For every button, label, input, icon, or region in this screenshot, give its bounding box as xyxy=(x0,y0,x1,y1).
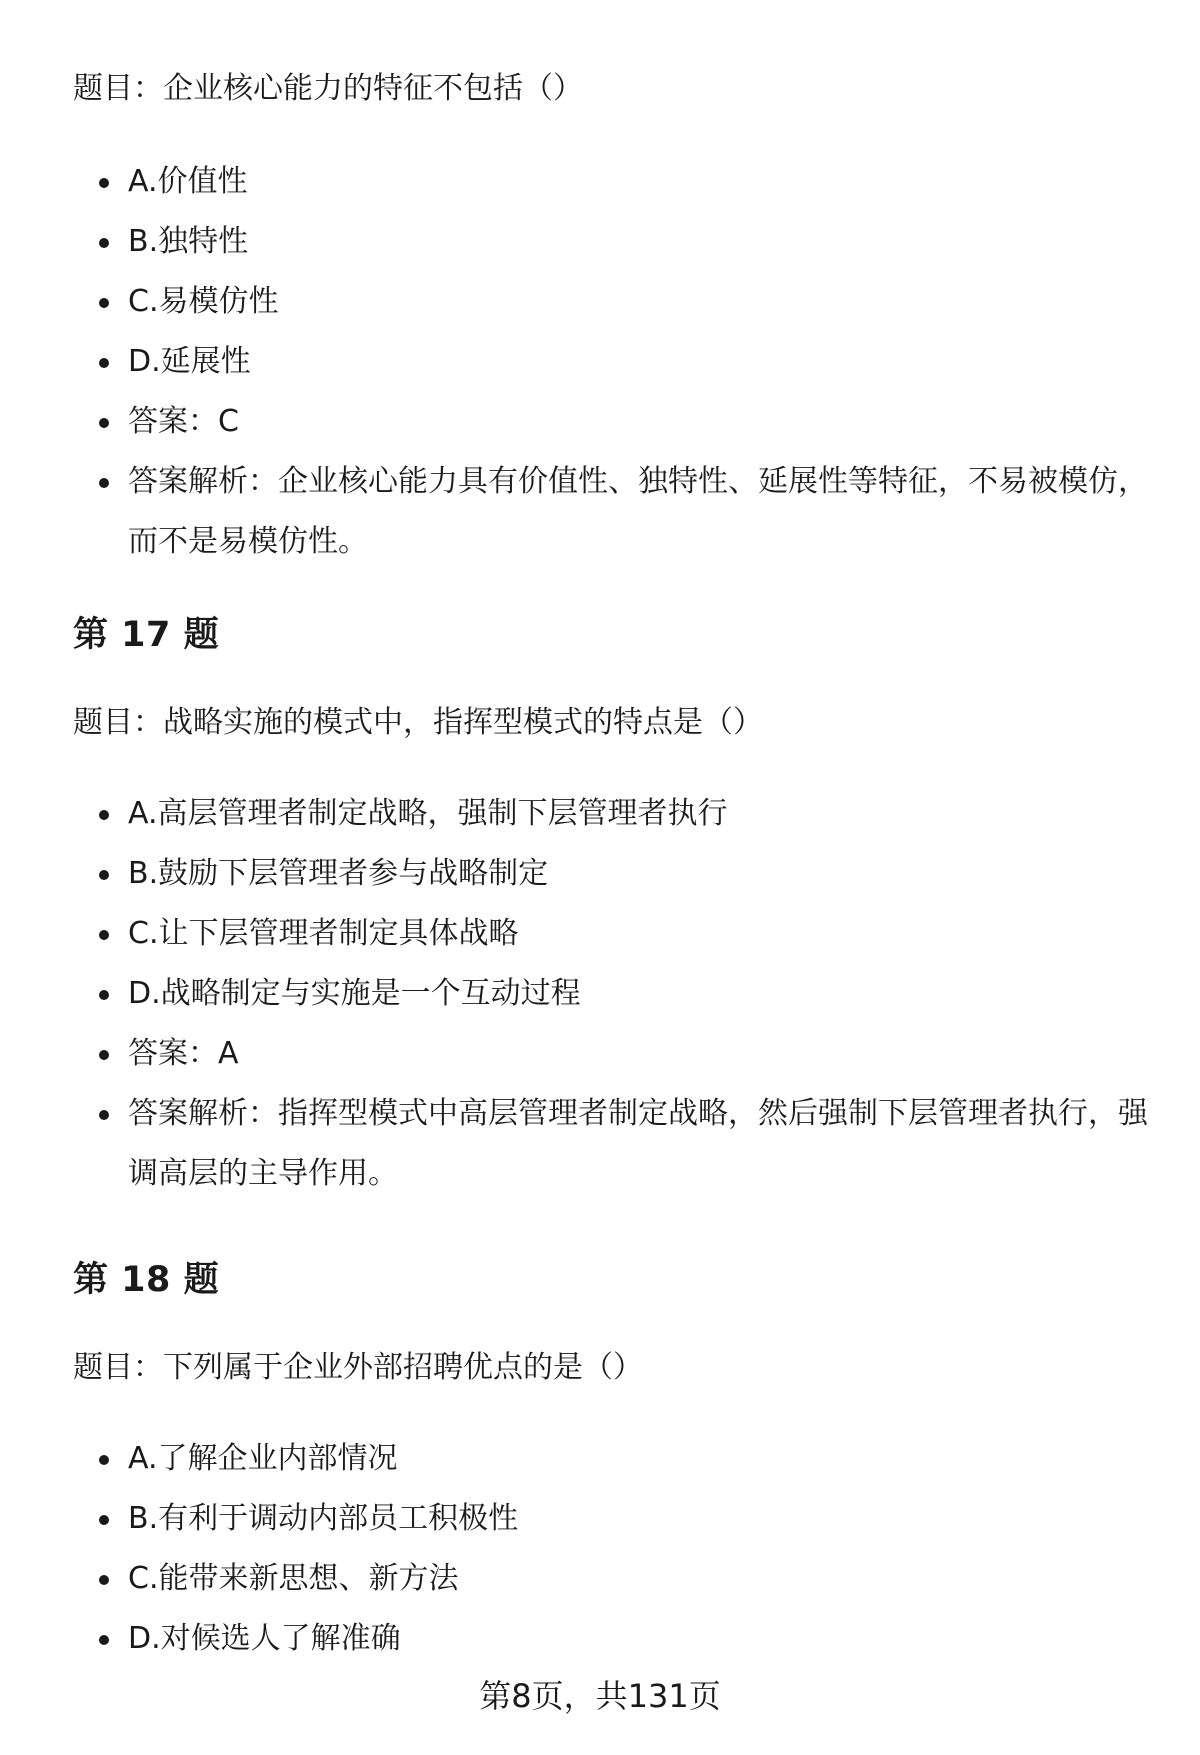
question-17 xyxy=(73,613,1153,1204)
question-prompt: 题目：下列属于企业外部招聘优点的是（） xyxy=(73,1350,643,1385)
answer: 答案：C xyxy=(73,392,1153,452)
question-heading: 第 18 题 xyxy=(73,1260,220,1300)
bullet-icon xyxy=(99,238,109,248)
question-16 xyxy=(73,67,1153,572)
option-list xyxy=(73,1429,1153,1669)
option-d: D.对候选人了解准确 xyxy=(73,1609,1153,1669)
page-footer: 第8页，共131页 xyxy=(479,1677,721,1715)
option-b: B.鼓励下层管理者参与战略制定 xyxy=(73,844,1153,904)
bullet-icon xyxy=(99,178,109,188)
question-heading: 第 17 题 xyxy=(73,615,220,655)
answer-explanation: 答案解析：企业核心能力具有价值性、独特性、延展性等特征，不易被模仿，而不是易模仿性。 xyxy=(73,452,1153,572)
question-18 xyxy=(73,1258,1153,1669)
option-c: C.让下层管理者制定具体战略 xyxy=(73,904,1153,964)
option-a: A.高层管理者制定战略，强制下层管理者执行 xyxy=(73,784,1153,844)
bullet-icon xyxy=(99,930,109,940)
bullet-icon xyxy=(99,298,109,308)
option-b: B.独特性 xyxy=(73,212,1153,272)
answer: 答案：A xyxy=(73,1024,1153,1084)
option-c: C.易模仿性 xyxy=(73,272,1153,332)
bullet-icon xyxy=(99,1455,109,1465)
bullet-icon xyxy=(99,1635,109,1645)
option-a: A.了解企业内部情况 xyxy=(73,1429,1153,1489)
question-prompt: 题目：企业核心能力的特征不包括（） xyxy=(73,71,583,106)
option-c: C.能带来新思想、新方法 xyxy=(73,1549,1153,1609)
bullet-icon xyxy=(99,990,109,1000)
bullet-icon xyxy=(99,418,109,428)
option-list xyxy=(73,152,1153,572)
bullet-icon xyxy=(99,1110,109,1120)
option-d: D.延展性 xyxy=(73,332,1153,392)
option-list xyxy=(73,784,1153,1204)
question-prompt: 题目：战略实施的模式中，指挥型模式的特点是（） xyxy=(73,705,763,740)
bullet-icon xyxy=(99,478,109,488)
bullet-icon xyxy=(99,810,109,820)
bullet-icon xyxy=(99,1575,109,1585)
option-d: D.战略制定与实施是一个互动过程 xyxy=(73,964,1153,1024)
bullet-icon xyxy=(99,870,109,880)
answer-explanation: 答案解析：指挥型模式中高层管理者制定战略，然后强制下层管理者执行，强调高层的主导作用。 xyxy=(73,1084,1153,1204)
option-a: A.价值性 xyxy=(73,152,1153,212)
bullet-icon xyxy=(99,1050,109,1060)
option-b: B.有利于调动内部员工积极性 xyxy=(73,1489,1153,1549)
bullet-icon xyxy=(99,1515,109,1525)
bullet-icon xyxy=(99,358,109,368)
